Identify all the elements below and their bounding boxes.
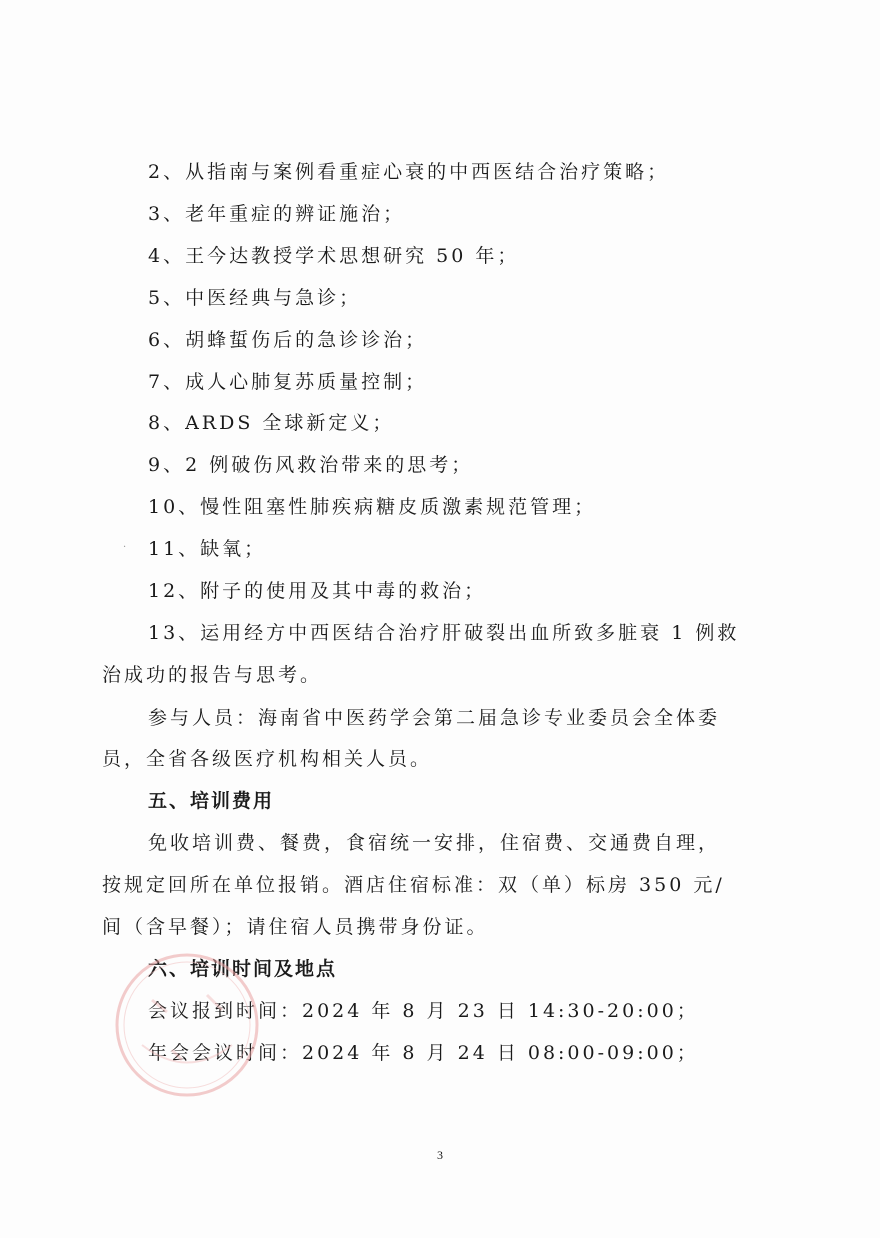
fees-line-1: 免收培训费、餐费，食宿统一安排，住宿费、交通费自理， — [148, 832, 721, 854]
fees-line-2: 按规定回所在单位报销。酒店住宿标准：双（单）标房 350 元/ — [102, 874, 725, 896]
checkin-time: 会议报到时间：2024 年 8 月 23 日 14:30-20:00； — [148, 1000, 699, 1022]
list-item: 10、慢性阻塞性肺疾病糖皮质激素规范管理； — [148, 496, 597, 518]
page-number: 3 — [437, 1148, 443, 1162]
participants-line-1: 参与人员：海南省中医药学会第二届急诊专业委员会全体委 — [148, 707, 721, 729]
list-item: 4、王今达教授学术思想研究 50 年； — [148, 245, 520, 267]
list-item: 12、附子的使用及其中毒的救治； — [148, 580, 487, 602]
list-item: 11、缺氧； — [148, 538, 267, 560]
scan-speck: · — [123, 542, 127, 553]
list-item: 2、从指南与案例看重症心衰的中西医结合治疗策略； — [148, 161, 670, 183]
list-item: 7、成人心肺复苏质量控制； — [148, 371, 428, 393]
list-item: 8、ARDS 全球新定义； — [148, 412, 395, 434]
fees-line-3: 间（含早餐）；请住宿人员携带身份证。 — [102, 916, 489, 938]
meeting-time: 年会会议时间：2024 年 8 月 24 日 08:00-09:00； — [148, 1042, 699, 1064]
list-item: 6、胡蜂蜇伤后的急诊诊治； — [148, 329, 428, 351]
list-item: 3、老年重症的辨证施治； — [148, 203, 406, 225]
participants-line-2: 员，全省各级医疗机构相关人员。 — [102, 748, 433, 770]
list-item-13-line-2: 治成功的报告与思考。 — [102, 664, 323, 686]
section-heading-fees: 五、培训费用 — [148, 790, 275, 812]
list-item-13-line-1: 13、运用经方中西医结合治疗肝破裂出血所致多脏衰 1 例救 — [148, 622, 740, 644]
list-item: 5、中医经典与急诊； — [148, 287, 362, 309]
list-item: 9、2 例破伤风救治带来的思考； — [148, 454, 474, 476]
section-heading-time-location: 六、培训时间及地点 — [148, 958, 338, 980]
official-seal-stamp — [112, 950, 262, 1100]
